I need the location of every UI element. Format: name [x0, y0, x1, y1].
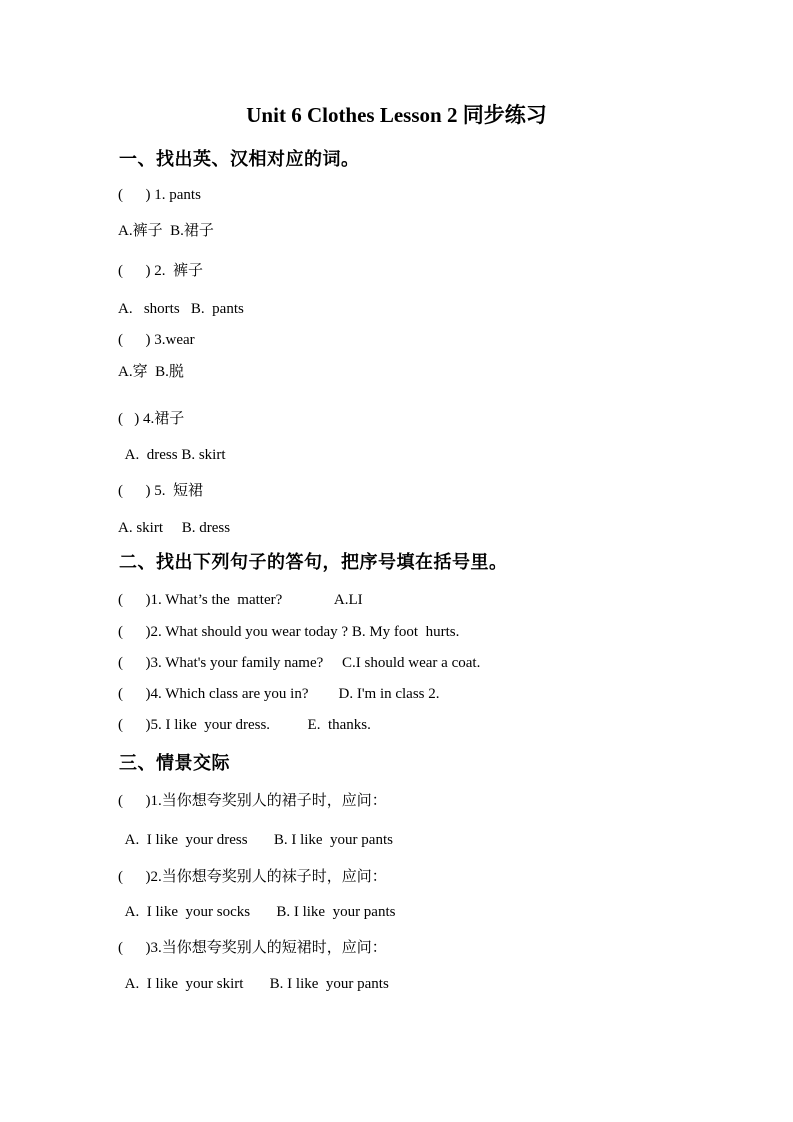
s1-q3-line: ( ) 3.wear [118, 332, 195, 348]
page-title: Unit 6 Clothes Lesson 2 同步练习 [246, 103, 547, 127]
section-1-heading: 一、找出英、汉相对应的词。 [119, 149, 360, 169]
section-3-heading: 三、情景交际 [119, 753, 230, 773]
s3-q2-options: A. I like your socks B. I like your pants [118, 904, 396, 920]
s2-q5-line: ( )5. I like your dress. E. thanks. [118, 717, 371, 733]
s3-q3-line: ( )3.当你想夸奖别人的短裙时，应问： [118, 940, 387, 956]
s1-q5-options: A. skirt B. dress [118, 520, 231, 536]
s1-q2-line: ( ) 2. 裤子 [118, 263, 203, 279]
s2-q2-line: ( )2. What should you wear today ? B. My foot hurts. [118, 624, 460, 640]
s1-q3-options: A.穿 B.脱 [118, 364, 184, 380]
s2-q3-line: ( )3. What's your family name? C.I should wear a coat. [118, 655, 481, 671]
s1-q1-line: ( ) 1. pants [118, 187, 201, 203]
s1-q4-options: A. dress B. skirt [118, 447, 226, 463]
s1-q5-line: ( ) 5. 短裙 [118, 483, 203, 499]
section-2-heading: 二、找出下列句子的答句，把序号填在括号里。 [119, 552, 508, 572]
s1-q2-options: A. shorts B. pants [118, 301, 244, 317]
s3-q2-line: ( )2.当你想夸奖别人的袜子时，应问： [118, 869, 387, 885]
s3-q1-options: A. I like your dress B. I like your pants [118, 832, 393, 848]
s2-q4-line: ( )4. Which class are you in? D. I'm in class 2. [118, 686, 440, 702]
s2-q1-line: ( )1. What’s the matter? A.LI [118, 592, 363, 608]
s3-q3-options: A. I like your skirt B. I like your pants [118, 976, 389, 992]
s3-q1-line: ( )1.当你想夸奖别人的裙子时，应问： [118, 793, 387, 809]
s1-q1-options: A.裤子 B.裙子 [118, 223, 214, 239]
s1-q4-line: ( ) 4.裙子 [118, 411, 185, 427]
